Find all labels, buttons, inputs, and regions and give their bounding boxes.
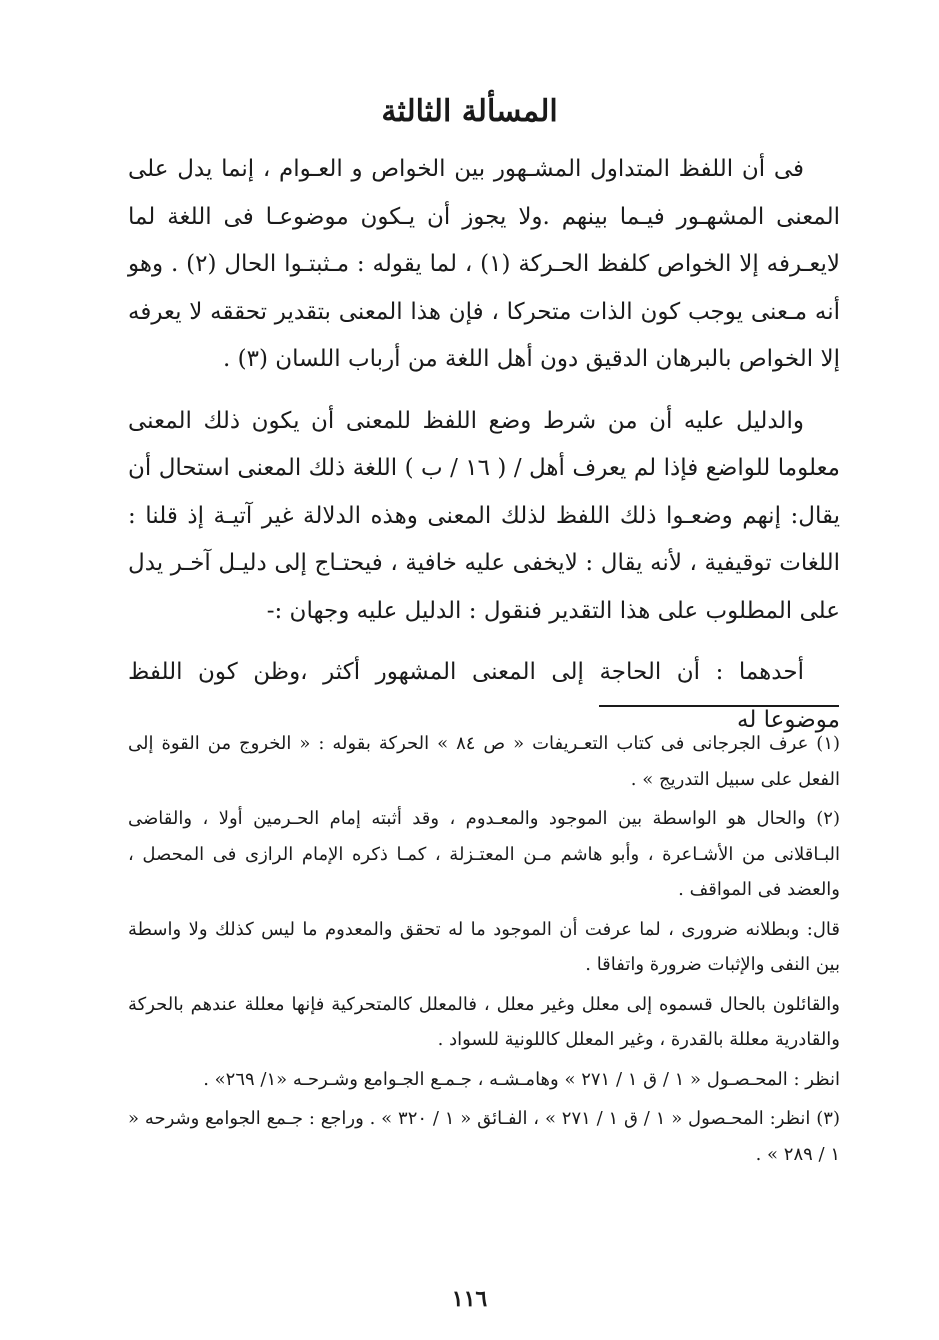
paragraph: فى أن اللفظ المتداول المشـهور بين الخواص و العـوام ، إنما يدل على المعنى المشهـور فيـما بينهم .ولا يجوز أن يـكون موضوعـا فى اللغة لما لايعـرفه إلا الخواص كلفظ الحـركة (١) ، لما يقوله : مـثبتـوا الحال (٢) . وهو أنه مـعنى يوجب كون الذات متحركا ، فإن هذا المعنى بتقدير تحققه لا يعرفه إلا الخواص بالبرهان الدقيق دون أهل اللغة من أرباب اللسان (٣) . bbox=[128, 156, 840, 372]
footnotes bbox=[128, 726, 840, 1176]
section-title: المسألة الثالثة bbox=[381, 94, 558, 129]
footnote-2-continued: قال: وبطلانه ضرورى ، لما عرفت أن الموجود ما له تحقق والمعدوم ما ليس كذلك ولا واسطة بين النفى والإثبات ضرورة واتفاقا . bbox=[128, 918, 840, 975]
paragraph: والدليل عليه أن من شرط وضع اللفظ للمعنى أن يكون ذلك المعنى معلوما للواضع فإذا لم يعرف أهل / ( ١٦ / ب ) اللغة ذلك المعنى استحال أن يقال: إنهم وضعـوا ذلك اللفظ لذلك المعنى وهذه الدلالة غير آتيـة إذ قلنا : اللغات توقيفية ، لأنه يقال : لايخفى عليه خافية ، فيحتـاج إلى دليـل آخـر يدل على المطلوب على هذا التقدير فنقول : الدليل عليه وجهان :- bbox=[128, 407, 840, 624]
footnote-separator bbox=[599, 705, 839, 707]
footnote-2-reference: انظر : المحـصـول « ١ / ق ١ / ٢٧١ » وهامـشـه ، جـمـع الجـوامع وشـرحـه «١/ ٢٦٩» . bbox=[203, 1068, 840, 1090]
main-text bbox=[128, 146, 840, 744]
footnote-2-continued: والقائلون بالحال قسموه إلى معلل وغير معلل ، فالمعلل كالمتحركية فإنها معللة عندهم بالحركة والقادرية معللة بالقدرة ، وغير المعلل كاللونية للسواد . bbox=[128, 993, 840, 1050]
page-number: ١١٦ bbox=[451, 1286, 488, 1312]
paragraph: أحدهما : أن الحاجة إلى المعنى المشهور أكثر ،وظن كون اللفظ موضوعا له bbox=[128, 659, 840, 733]
footnote-3: (٣) انظر: المحـصول « ١ / ق ١ / ٢٧١ » ، الفـائق « ١ / ٣٢٠ » . وراجع : جـمع الجوامع وشرحه « ١ / ٢٨٩ » . bbox=[128, 1108, 840, 1165]
footnote-1: (١) عرف الجرجانى فى كتاب التعـريفات « ص ٨٤ » الحركة بقوله : « الخروج من القوة إلى الفعل على سبيل التدريج » . bbox=[128, 733, 841, 790]
footnote-2: (٢) والحال هو الواسطة بين الموجود والمعـدوم ، وقد أثبته إمام الحـرمين أولا ، والقاضى البـاقلانى من الأشـاعرة ، وأبو هاشم مـن المعتـزلة ، كمـا ذكره الإمام الرازى فى المحصل ، والعضد فى المواقف . bbox=[128, 808, 840, 900]
